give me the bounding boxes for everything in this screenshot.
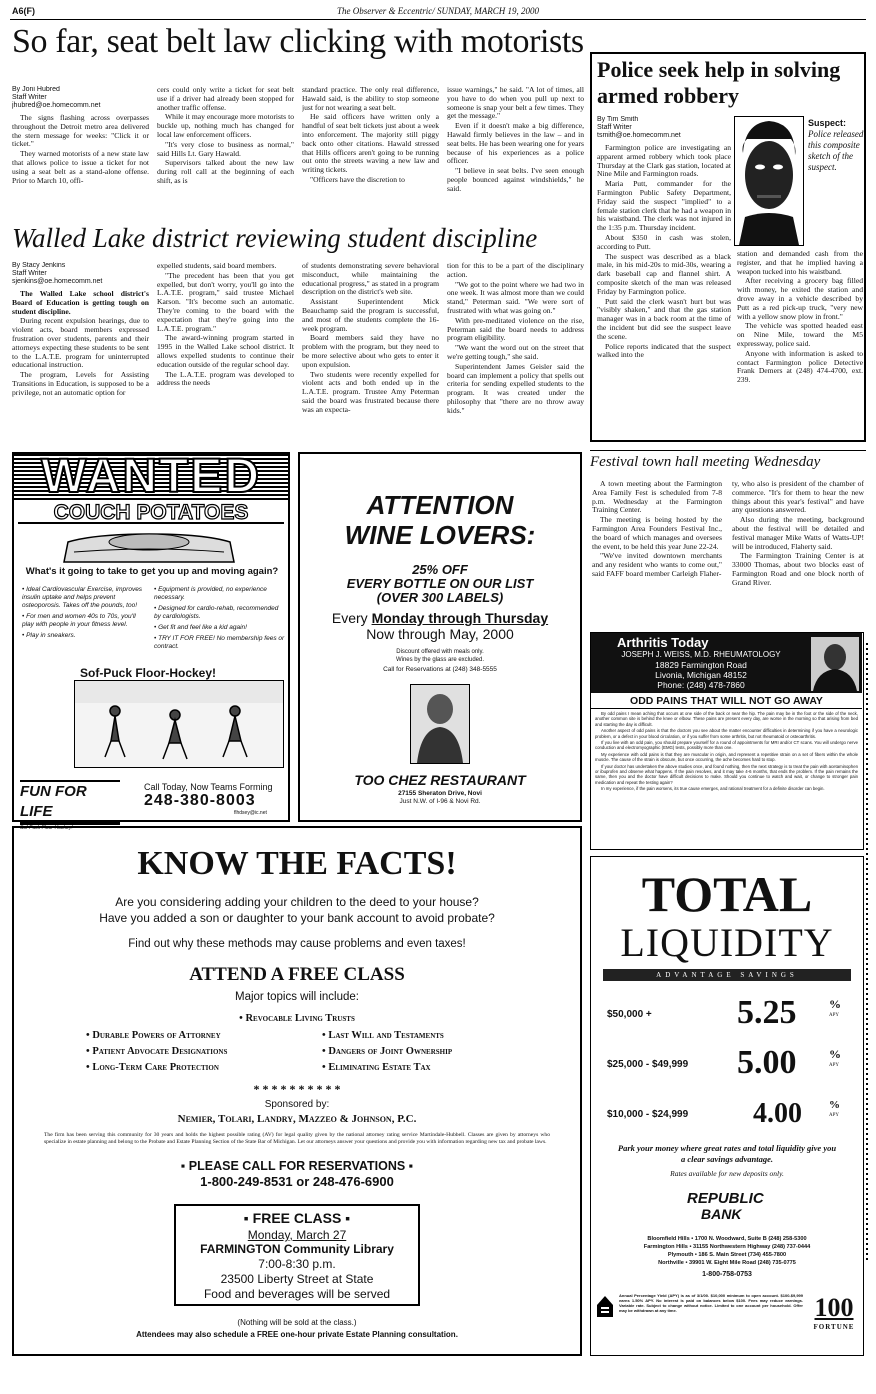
caption-lead: Suspect:: [808, 118, 847, 128]
paragraph: Board members said they have no problem with the program, but they need to be more selective about who gets to enter it upon expulsion.: [302, 333, 439, 369]
facts-find-out: Find out why these methods may cause problems and even taxes!: [128, 938, 466, 950]
seatbelt-article: [12, 86, 584, 224]
tier-rate: 5.25: [737, 994, 797, 1031]
tier-apy: APY: [829, 1063, 840, 1068]
page-id: A6(F): [12, 6, 35, 16]
tier-rate: 4.00: [753, 1098, 802, 1129]
police-col-left: [597, 116, 731, 438]
seatbelt-headline: So far, seat belt law clicking with motorists: [12, 23, 584, 60]
paragraph: During recent expulsion hearings, due to violent acts, board members expressed frustration over students, parents and their attorneys expecting these students to be sent to the L.A.T.E. program for uninterrupted educational instruction.: [12, 316, 149, 370]
wanted-sport: Sof-Puck Floor-Hockey!: [80, 666, 217, 680]
walled-lake-byline: [12, 262, 149, 286]
free-class-date: Monday, March 27: [247, 1228, 347, 1242]
wine-restaurant: TOO CHEZ RESTAURANT: [354, 772, 526, 788]
hockey-illustration: [74, 680, 284, 768]
paragraph: The meeting is being hosted by the Farmington Area Founders Festival Inc., the board of which manages and oversees the event, to be held this year June 22-24.: [592, 515, 722, 551]
branch-line: Bloomfield Hills • 1700 N. Woodward, Suite B (248) 258-5300: [647, 1236, 807, 1242]
seatbelt-col-3: [302, 86, 439, 195]
arthritis-address-2: Livonia, Michigan 48152: [655, 670, 747, 680]
paragraph: Anyone with information is asked to contact Farmington police Detective Frank Demers at (248) 474-4700, ext. 239.: [737, 348, 863, 385]
wanted-ad: [12, 450, 290, 831]
arthritis-ad: [590, 632, 864, 850]
wanted-subtitle: COUCH POTATOES: [18, 502, 284, 524]
walled-lake-article: [12, 262, 584, 444]
suspect-sketch-drawing: [735, 117, 803, 245]
free-class-title: ▪ FREE CLASS ▪: [243, 1210, 351, 1226]
sketch-caption: [808, 118, 864, 173]
bullet-item: • For men and women 40s to 70s, you'll play with people in your fitness level.: [22, 613, 136, 628]
topic-item: • Dangers of Joint Ownership: [322, 1046, 453, 1057]
edge-texture: [866, 640, 868, 1260]
rate-tier: [607, 995, 851, 1035]
wine-days: [300, 610, 580, 626]
bank-toll-free: 1-800-758-0753: [702, 1271, 752, 1278]
wine-note-1: Discount offered with meals only.: [396, 649, 484, 655]
paragraph: The Walled Lake school district's Board of Education is getting tough on student discipline.: [12, 289, 149, 316]
doctor-portrait-icon: [811, 637, 859, 691]
paragraph: Supervisors talked about the new law during roll call at the beginning of each shift, as is: [157, 158, 294, 185]
tier-pct: %: [829, 1099, 840, 1111]
fortune-number: 100: [814, 1293, 854, 1322]
paragraph: The Farmington Training Center is at 33000 Thomas, about two blocks east of Farmington Road and one block north of Grand River.: [732, 551, 864, 587]
paragraph: Putt said the clerk wasn't hurt but was "visibly shaken," and that the gas station manager was in a back room at the time of the incident but did see the suspect leave the scene.: [597, 296, 731, 341]
facts-topic-top: • Revocable Living Trusts: [239, 1013, 355, 1024]
facts-phones: 1-800-249-8531 or 248-476-6900: [200, 1174, 394, 1189]
paragraph: Also during the meeting, background about the festival will be detailed and festival manager Mike Watts of Watts-UP! will be introduced, Flaherty said.: [732, 515, 864, 551]
facts-firm: Nemier, Tolari, Landry, Mazzeo & Johnson, P.C.: [177, 1113, 417, 1125]
facts-q2: Have you added a son or daughter to your bank account to avoid probate?: [99, 911, 495, 925]
topic-label: Revocable Living Trusts: [245, 1013, 355, 1024]
paragraph: The program, Levels for Assisting Transitions in Education, is supposed to be a privilege, not an automatic option for: [12, 370, 149, 397]
facts-title: KNOW THE FACTS!: [137, 845, 457, 882]
paragraph: In my experience, if the pain worsens, its true cause emerges, and rational treatment for a definite disorder can begin.: [601, 786, 825, 792]
arthritis-headline: ODD PAINS THAT WILL NOT GO AWAY: [591, 695, 862, 709]
byline-name: By Joni Hubred: [12, 86, 60, 93]
wanted-title: WANTED: [14, 454, 288, 500]
wine-days-label: Monday through Thursday: [371, 610, 549, 626]
paragraph: Two students were recently expelled for violent acts and both ended up in the L.A.T.E. program. Trustee Amy Peterman said the board was frustrated because there was an expecta-: [302, 369, 439, 414]
logo-text: FUN FOR LIFE: [20, 780, 120, 825]
wanted-phone: 248-380-8003: [144, 792, 256, 809]
free-class-street: 23500 Liberty Street at State: [220, 1272, 374, 1286]
bank-name-1: REPUBLIC: [687, 1190, 764, 1207]
branch-line: Farmington Hills • 31155 Northwestern Highway (248) 737-0444: [643, 1244, 811, 1250]
paragraph: "I believe in seat belts. I've seen enough people bounced against windshields," he said.: [447, 166, 584, 193]
header-rule: [10, 19, 866, 20]
bullet-item: • Ideal Cardiovascular Exercise, improves insulin uptake and helps prevent osteoporosis. Takes off the pounds, too!: [22, 586, 143, 609]
wine-address-1: 27155 Sheraton Drive, Novi: [398, 790, 482, 797]
wanted-bullets-right: [154, 586, 286, 651]
facts-ad: [12, 826, 582, 1356]
tier-apy: APY: [829, 1013, 840, 1018]
facts-nothing-sold: (Nothing will be sold at the class.): [237, 1318, 357, 1327]
fun-for-life-logo: [20, 780, 120, 831]
paragraph: The L.A.T.E. program was developed to address the needs: [157, 369, 294, 388]
paragraph: A town meeting about the Farmington Area Family Fest is scheduled from 7-8 p.m. Wednesday at the Farmington Training Center.: [592, 480, 722, 515]
hockey-players-icon: [75, 681, 283, 767]
festival-rule: [590, 450, 866, 451]
free-class-venue: FARMINGTON Community Library: [200, 1242, 394, 1256]
paragraph: ty, who also is president of the chamber of commerce. "It's for them to hear the new things about this year's festival" and have any questions answered.: [732, 480, 864, 515]
paragraph: If your doctor has undertaken the above studies once, and found nothing, then the next strategy is to treat the pain with acetaminophen or ibuprofen and observe what happens. If the pain resolves, and it may take 4-6 months, that ends the problem. If the pain remains the same, then you and the doctor have difficult decisions to make. Should you continue to watch and wait, or change to stronger pain medication and repeat the testing again?: [595, 763, 858, 785]
branch-line: Northville • 39901 W. Eight Mile Road (248) 735-0775: [658, 1260, 796, 1266]
bullet-item: • Get fit and feel like a kid again!: [154, 624, 247, 631]
byline-title: Staff Writer: [597, 124, 632, 131]
arthritis-body: [595, 711, 858, 845]
paragraph: Assistant Superintendent Mick Beauchamp said the program is successful, and most of the students complete the 16-week program.: [302, 297, 439, 333]
paragraph: The suspect was described as a black male, in his mid-20s to mid-30s, wearing a dark baseball cap and flannel shirt. A composite sketch of the man was released Friday by Farmington police.: [597, 251, 731, 296]
masthead: The Observer & Eccentric/ SUNDAY, MARCH 19, 2000: [337, 6, 539, 16]
paragraph: of students demonstrating severe behavioral misconduct, while maintaining the educational progress," as stated in a program description on the district's web site.: [302, 262, 439, 297]
bank-ad: [590, 856, 864, 1356]
facts-attend: ATTEND A FREE CLASS: [189, 964, 405, 985]
suspect-sketch: [734, 116, 804, 246]
wine-ad: [298, 452, 582, 822]
tier-range: $10,000 - $24,999: [607, 1109, 689, 1120]
bank-title-2: LIQUIDITY: [620, 920, 834, 965]
bullet-item: • Equipment is provided, no experience necessary.: [154, 586, 267, 601]
paragraph: If you live with an odd pain, you should prepare yourself for a round of appointments for MRI and/or CT scans. You will undergo nerve conduction and electromyographic (EMG) tests, possibly more than one.: [595, 740, 858, 751]
wine-title: ATTENTION WINE LOVERS:: [344, 490, 536, 550]
bullet-item: • Play in sneakers.: [22, 632, 76, 639]
free-class-food: Food and beverages will be served: [203, 1287, 391, 1301]
bank-park: Park your money where great rates and total liquidity give you a clear savings advantage.: [617, 1143, 837, 1164]
byline-email: jhubred@oe.homecomm.net: [12, 102, 101, 109]
paragraph: "The precedent has been that you get expelled, but don't worry, you'll go into the L.A.T.E. program," said trustee Michael Karson. "It's become such an automatic. They're coming to the board with the expectation that they're going into the L.A.T.E. program.": [157, 270, 294, 333]
topic-item: • Durable Powers of Attorney: [86, 1030, 221, 1041]
tier-pct: %: [829, 997, 841, 1011]
paragraph: Even if it doesn't make a big difference, Hawald firmly believes in the law – and in seat belts. He has been wearing one for years because of his experiences as a police officer.: [447, 121, 584, 166]
festival-col-right: [732, 480, 864, 628]
topic-item: • Patient Advocate Designations: [86, 1046, 228, 1057]
festival-col-left: [592, 480, 722, 628]
wanted-email: flhdsey@ic.net: [234, 810, 267, 816]
seatbelt-col-2: [157, 86, 294, 195]
bank-band: ADVANTAGE SAVINGS: [603, 969, 851, 981]
wanted-call: Call Today, Now Teams Forming: [144, 782, 273, 792]
police-byline: [597, 116, 731, 140]
wine-offer-3: (OVER 300 LABELS): [376, 590, 504, 605]
wine-through: Now through May, 2000: [366, 626, 514, 642]
paragraph: "Officers have the discretion to: [310, 174, 405, 184]
walled-lake-col-1: [12, 262, 149, 417]
arthritis-address-1: 18829 Farmington Road: [655, 660, 747, 670]
police-col-right: [737, 250, 863, 438]
facts-consult: Attendees may also schedule a FREE one-hour private Estate Planning consultation.: [136, 1330, 458, 1339]
police-headline: Police seek help in solving armed robbery: [597, 57, 841, 108]
tier-apy: APY: [829, 1113, 840, 1118]
paragraph: "We got to the point where we had two in one week. It was almost more than we could stand," Peterman said. "We were sort of frustrated with what was going on.": [447, 279, 584, 315]
paragraph: "We want the word out on the street that we're getting tough," she said.: [447, 343, 584, 361]
byline-name: By Tim Smith: [597, 116, 639, 123]
paragraph: cers could only write a ticket for seat belt use if a driver had already been stopped for another traffic offense.: [157, 86, 294, 112]
bank-rates-note: Rates available for new deposits only.: [670, 1169, 784, 1178]
paragraph: Maria Putt, commander for the Farmington Public Safety Department, Friday said the suspect "implied" to a female station clerk that he had a weapon in his waistband. The clerk was not injured in the 1:35 p.m. Thursday incident.: [597, 179, 731, 233]
logo-tagline: Sof-Puck Floor-Hockey!: [20, 825, 73, 831]
paragraph: With pre-meditated violence on the rise, Peterman said the board needs to address program eligibility.: [447, 315, 584, 343]
paragraph: tion for this to be a part of the disciplinary action.: [447, 262, 584, 279]
wine-note-2: Wines by the glass are excluded.: [395, 657, 485, 663]
paragraph: By odd pains I mean aching that occurs at one side of the back or near the hip. The pain may be in the foot or the side of the neck, another common site is behind the knee or elbow. These pains are present every day, are worse in the morning so that arising from bed and starting the day is difficult.: [595, 711, 858, 727]
doctor-photo: [811, 637, 859, 691]
paragraph: My experience with odd pains is that they are muscular in origin, and represent a repetitive strain on a set of fibers within the whole muscle. The cause of the strain is obscure, but once occurring, the ache becomes hard to stop.: [595, 751, 858, 763]
bank-name-2: BANK: [701, 1206, 742, 1222]
walled-lake-col-2: [157, 262, 294, 417]
wine-address-2: Just N.W. of I-96 & Novi Rd.: [399, 798, 481, 805]
wine-offer-2: EVERY BOTTLE ON OUR LIST: [346, 576, 534, 591]
paragraph: They warned motorists of a new state law that allows police to issue a ticket for not using a seat belt as a stand-alone offense. Prior to March 10, offi-: [12, 149, 149, 185]
free-class-time: 7:00-8:30 p.m.: [258, 1257, 336, 1271]
paragraph: "We've invited downtown merchants and any resident who wants to come out," said FAFF board member Carleigh Flaher-: [592, 551, 722, 578]
rate-tier: [607, 1045, 851, 1085]
tier-pct: %: [829, 1047, 841, 1061]
byline-email: tsmith@oe.homecomm.net: [597, 132, 681, 139]
paragraph: The signs flashing across overpasses throughout the Detroit metro area delivered the stern message for weeks: "Click it or ticket.": [12, 113, 149, 149]
walled-lake-headline: Walled Lake district reviewing student discipline: [12, 223, 538, 253]
facts-q1: Are you considering adding your children to the deed to your house?: [115, 895, 479, 909]
walled-lake-col-4: [447, 262, 584, 417]
arthritis-phone: Phone: (248) 478-7860: [657, 680, 745, 690]
wine-portrait: [410, 684, 470, 764]
facts-sponsored: Sponsored by:: [264, 1099, 330, 1110]
byline-title: Staff Writer: [12, 94, 47, 101]
paragraph: expelled students, said board members.: [157, 262, 277, 270]
tier-rate: 5.00: [737, 1044, 797, 1081]
facts-topics-right: [322, 1028, 552, 1076]
branch-line: Plymouth • 186 S. Main Street (734) 455-7800: [667, 1252, 787, 1258]
topic-item: • Last Will and Testaments: [322, 1030, 444, 1041]
tier-range: $25,000 - $49,999: [607, 1059, 689, 1070]
paragraph: station and demanded cash from the register, and that he implied having a weapon tucked into his waistband.: [737, 250, 863, 276]
fortune-label: FORTUNE: [813, 1323, 855, 1331]
paragraph: "It's very close to business as normal," said Hills Lt. Gary Hawald.: [157, 139, 294, 158]
wine-every: Every: [331, 610, 368, 626]
facts-stars: * * * * * * * * * *: [253, 1082, 341, 1096]
bank-branches: [591, 1235, 863, 1267]
paragraph: He said officers have written only a handful of seat belt tickets just about a week into enforcement. The majority still piggy back onto other citations. Hawald stressed that Hills officers aren't going to be running out onto the streets waving a new law and writing tickets.: [302, 112, 439, 175]
bank-title-1: TOTAL: [641, 866, 813, 922]
wine-offer-1: 25% OFF: [412, 562, 468, 577]
paragraph: Police reports indicated that the suspect walked into the: [597, 341, 731, 360]
bank-disclaimer: Annual Percentage Yield (APY) is as of 3/1/00. $10,000 minimum to open account. $100-$9,999 earns 1.50% APY. No interest is paid on balances below $100. Fees may reduce earnings. Variable rate. Subject to change without notice. Limited to one account per household. Offer may be withdrawn at any time.: [619, 1293, 803, 1313]
bullet-item: • Designed for cardio-rehab, recommended by cardiologists.: [154, 605, 279, 620]
arthritis-title: Arthritis Today: [617, 635, 709, 650]
paragraph: The vehicle was spotted headed east on Nine Mile, toward the M5 expressway, police said.: [737, 321, 863, 348]
wanted-question: What's it going to take to get you up and moving again?: [25, 566, 279, 577]
police-box: [590, 52, 866, 442]
byline-email: sjenkins@oe.homecomm.net: [12, 278, 103, 285]
paragraph: Farmington police are investigating an apparent armed robbery which took place Thursday at the Clark gas station, located at Nine Mile and Farmington roads.: [597, 143, 731, 179]
paragraph: standard practice. The only real difference, Hawald said, is the ability to stop someone just for not wearing a seat belt.: [302, 86, 439, 112]
free-class-label: FREE CLASS: [252, 1210, 342, 1226]
caption-text: Police released this composite sketch of the suspect.: [808, 129, 864, 172]
republic-bank-logo: [687, 1191, 777, 1225]
byline-name: By Stacy Jenkins: [12, 262, 66, 269]
fortune-badge: [809, 1293, 859, 1345]
paragraph: While it may encourage more motorists to buckle up, nothing much has changed for local law enforcement officers.: [157, 112, 294, 139]
topic-item: • Eliminating Estate Tax: [322, 1062, 431, 1073]
equal-housing-icon: [595, 1293, 615, 1321]
couch-illustration: [54, 528, 244, 564]
paragraph: issue warnings," he said. "A lot of times, all you have to do when you pull up next to someone is snap your belt a few times. They get the message.": [447, 86, 584, 121]
couch-icon: [54, 528, 244, 564]
seatbelt-byline: [12, 86, 149, 110]
portrait-icon: [411, 685, 469, 763]
rate-tier: [607, 1095, 851, 1135]
seatbelt-col-1: [12, 86, 149, 195]
topic-item: • Long-Term Care Protection: [86, 1062, 219, 1073]
paragraph: About $350 in cash was stolen, according to Putt.: [597, 232, 731, 251]
paragraph: Superintendent James Geisler said the board can implement a policy that spells out criteria for sending expelled students to the program. It was created under the philosophy that "there are no throw away kids.": [447, 361, 584, 415]
seatbelt-col-4: [447, 86, 584, 195]
facts-topics-intro: Major topics will include:: [235, 991, 359, 1003]
paragraph: After receiving a grocery bag filled with money, he exited the station and drove away in a vehicle described by Putt as a red pick-up truck, "very new with a yellow snow plow in front.": [737, 276, 863, 321]
wine-reserve: Call for Reservations at (248) 348-5555: [383, 666, 497, 673]
paragraph: Another aspect of odd pains is that the doctors you see about the matter encounter difficulties in determining if you have a neurologic problem, or a defect in your blood circulation, or if you suffer from some arthritis, but not rheumatoid or osteoarthritis.: [595, 728, 858, 739]
facts-topics-left: [86, 1028, 316, 1076]
facts-fine-print: The firm has been serving this community for 30 years and holds the highest possible rating (AV) for legal quality given by the national attorney rating service Martindale-Hubbell. Classes are given by attorneys who specialize in estate planning and belong to the Probate and Estate Planning Section of the State Bar of Michigan. Let our attorneys answer your questions and provide you with information regarding new tax and probate laws.: [44, 1132, 550, 1145]
arthritis-header: [591, 633, 862, 693]
free-class-box: [174, 1204, 420, 1306]
call-label: PLEASE CALL FOR RESERVATIONS: [188, 1159, 406, 1173]
walled-lake-col-3: [302, 262, 439, 417]
fdic-icon: [595, 1293, 615, 1321]
wanted-bullets-left: [22, 586, 148, 640]
facts-call: ▪ PLEASE CALL FOR RESERVATIONS ▪: [180, 1159, 414, 1173]
arthritis-doctor: JOSEPH J. WEISS, M.D. RHEUMATOLOGY: [621, 650, 781, 659]
paragraph: The award-winning program started in 1995 in the Walled Lake school district. It allows expelled students to continue their education outside of the regular school day.: [157, 333, 294, 369]
tier-range: $50,000 +: [607, 1009, 652, 1020]
festival-headline: Festival town hall meeting Wednesday: [590, 454, 821, 470]
byline-title: Staff Writer: [12, 270, 47, 277]
bullet-item: • TRY IT FOR FREE! No membership fees or contract.: [154, 635, 285, 650]
